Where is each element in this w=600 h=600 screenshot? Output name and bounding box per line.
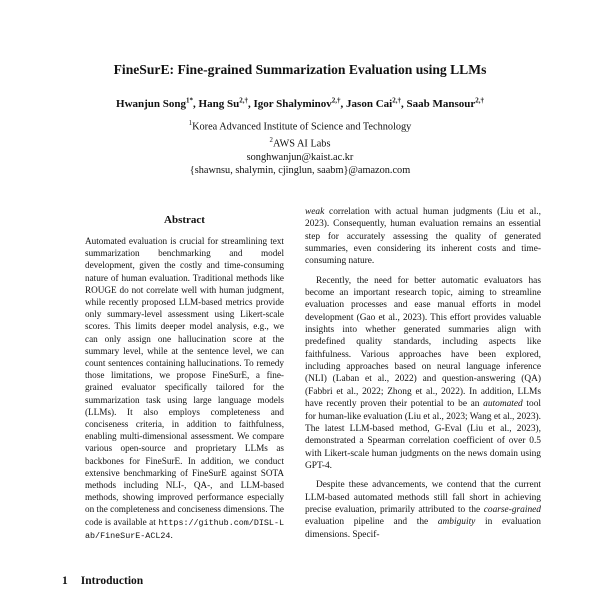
abstract-heading: Abstract	[164, 214, 205, 226]
paper-title: FineSurE: Fine-grained Summarization Evaluation using LLMs	[113, 62, 487, 77]
abstract	[85, 214, 284, 542]
left-column	[62, 214, 298, 542]
section-title: Introduction	[80, 575, 144, 587]
author-4-affiliation-mark: 2,†	[392, 96, 401, 104]
author-2-affiliation-mark: 2,†	[239, 96, 248, 104]
author-5-affiliation-mark: 2,†	[475, 96, 484, 104]
email-amazon: {shawnsu, shalymin, cjinglun, saabm}@amazon.com	[189, 165, 411, 177]
paragraph-1: weak correlation with actual human judgments (Liu et al., 2023). Consequently, human evaluation remains an essential step for accurately assessing the quality of generated summaries, even considering its inherent costs and time-consuming nature.	[305, 207, 541, 267]
section-number: 1	[62, 575, 68, 587]
code-url-link[interactable]: https://github.com/DISL-Lab/FineSurE-ACL24	[85, 517, 284, 541]
author-3-affiliation-mark: 2,†	[331, 96, 341, 104]
section-heading-introduction	[62, 575, 143, 587]
paragraph-3: Despite these advancements, we contend that the current LLM-based automated methods still fall short in achieving precise evaluation, primarily attributed to the coarse-grained evaluation pipeline and the ambiguity in evaluation dimensions. Specif-	[305, 480, 541, 540]
paragraph-2: Recently, the need for better automatic evaluators has become an important research topic, aiming to streamline evaluation processes and ease manual efforts in model development (Gao et al., 2023). This effort provides valuable insights into whether generated summaries align with predefined quality standards, including aspects like faithfulness. Various approaches have been explored, including approaches based on neural language inference (NLI) (Laban et al., 2022) and question-answering (QA) (Fabbri et al., 2022; Zhong et al., 2022). In addition, LLMs have recently proven their potential to be an automated tool for human-like evaluation (Liu et al., 2023; Wang et al., 2023). The latest LLM-based method, G-Eval (Liu et al., 2023), demonstrated a Spearman correlation coefficient of over 0.5 with Likert-scale human judgments on the news domain using GPT-4.	[305, 275, 541, 471]
abstract-body	[85, 235, 284, 542]
affiliation-block	[0, 117, 600, 178]
author-3: Igor Shalyminov$^{2,\dagger}$,	[253, 96, 347, 110]
email-kaist: songhwanjun@kaist.ac.kr	[246, 151, 354, 163]
author-1-affiliation-mark: 1*	[186, 96, 194, 104]
right-column	[305, 206, 541, 541]
author-2: Hang $Su^{2,\dagger}$,	[198, 96, 254, 110]
affiliation-2: $^2$AWS AI Labs	[269, 136, 331, 150]
author-line	[0, 96, 600, 110]
author-4: Jason Cai$^{2,\dagger}$,	[346, 96, 407, 110]
abstract-text: Automated evaluation is crucial for streamlining text summarization benchmarking and model development, given the costly and time-consuming nature of human evaluation. Traditional methods like ROUGE do not correlate well with human judgment, while recently proposed LLM-based metrics provide only summary-level assessment using Likert-scale scores. This limits deeper model analysis, e.g., we can only assign one hallucination score at the summary level, while at the sentence level, we can count sentences containing hallucinations. To remedy those limitations, we propose FineSurE, a fine-grained evaluator specifically tailored for the summarization task using large language models (LLMs). It also employs completeness and conciseness criteria, in addition to faithfulness, enabling multi-dimensional assessment. We compare various open-source and proprietary LLMs as backbones for FineSurE. In addition, we conduct extensive benchmarking of FineSurE against SOTA methods including NLI-, QA-, and LLM-based methods, showing improved performance especially on the completeness and conciseness dimensions. The code is available at	[85, 236, 284, 527]
author-5: Saab Mansour$^{2,\dagger}$	[406, 96, 484, 110]
abstract-text-end: .	[170, 529, 173, 540]
affiliation-1: $^1$Korea Advanced Institute of Science and Technology	[188, 120, 412, 133]
author-1: Hwanjun Song$^{1*}$,	[116, 96, 199, 110]
